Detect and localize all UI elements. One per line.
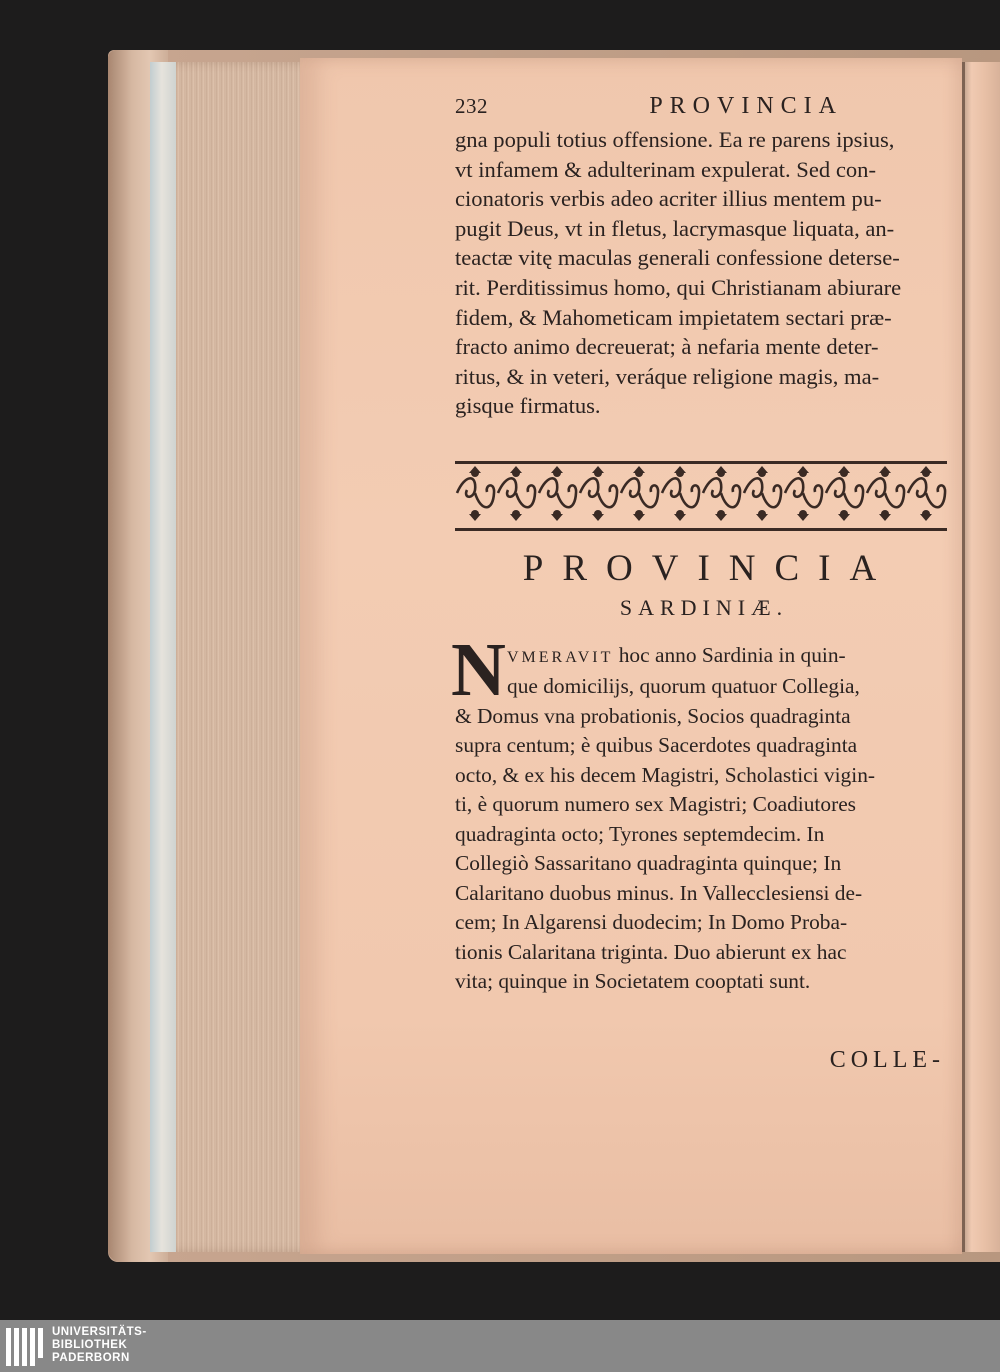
text-line: ti, è quorum numero sex Magistri; Coadiutores	[455, 792, 857, 817]
text-line: Calaritano duobus minus. In Vallecclesiensi de-	[455, 880, 863, 905]
text-line: Collegiò Sassaritano quadraginta quinque; In	[455, 851, 842, 876]
text-line: vita; quinque in Societatem cooptati sunt.	[455, 969, 811, 994]
paragraph-1	[455, 125, 953, 421]
book-page	[300, 58, 962, 1254]
library-logo-icon	[6, 1326, 46, 1368]
library-name-line: PADERBORN	[52, 1352, 130, 1364]
first-word: VMERAVIT	[507, 648, 614, 666]
section-title: PROVINCIA	[522, 547, 896, 589]
text-line: teactæ vitę maculas generali confessione deterse-	[455, 245, 900, 271]
section-subtitle: SARDINIÆ.	[619, 594, 789, 620]
facing-page-edge	[962, 62, 1000, 1252]
running-head: PROVINCIA	[649, 93, 843, 119]
library-name-line: BIBLIOTHEK	[52, 1339, 128, 1351]
text-line: octo, & ex his decem Magistri, Scholastici vigin-	[455, 762, 876, 787]
text-line: & Domus vna probationis, Socios quadraginta	[455, 703, 851, 728]
first-line-rest: hoc anno Sardinia in quin-	[613, 642, 846, 667]
text-line	[455, 641, 953, 673]
text-line: cem; In Algarensi duodecim; In Domo Proba-	[455, 910, 848, 935]
ornament-vine-icon	[455, 464, 947, 522]
library-name	[52, 1326, 147, 1365]
text-line: quadraginta octo; Tyrones septemdecim. In	[455, 821, 825, 846]
text-line: que domicilijs, quorum quatuor Collegia,	[507, 674, 860, 699]
page-number: 232	[455, 94, 488, 118]
text-line: fidem, & Mahometicam impietatem sectari præ-	[455, 304, 892, 330]
text-line: vt infamem & adulterinam expulerat. Sed con-	[455, 156, 876, 182]
library-name-line: UNIVERSITÄTS-	[52, 1326, 147, 1338]
drop-capital: N	[451, 627, 506, 712]
catchword: COLLE-	[829, 1046, 945, 1073]
decorative-ornament-band	[455, 461, 947, 531]
text-line: rit. Perditissimus homo, qui Christianam abiurare	[455, 274, 902, 300]
text-line: supra centum; è quibus Sacerdotes quadraginta	[455, 733, 858, 758]
text-line: cionatoris verbis adeo acriter illius mentem pu-	[455, 186, 882, 212]
paragraph-2	[451, 627, 953, 997]
text-line: gisque firmatus.	[455, 393, 601, 419]
library-footer-bar	[0, 1320, 1000, 1372]
text-line: gna populi totius offensione. Ea re parens ipsius,	[455, 127, 895, 152]
text-line: tionis Calaritana triginta. Duo abierunt ex hac	[455, 939, 847, 964]
text-line: ritus, & in veteri, veráque religione magis, ma-	[455, 363, 880, 389]
text-line: pugit Deus, vt in fletus, lacrymasque liquata, an-	[455, 215, 895, 241]
text-block	[451, 93, 953, 1074]
page-header	[455, 93, 953, 125]
text-line: fracto animo decreuerat; à nefaria mente deter-	[455, 334, 879, 360]
